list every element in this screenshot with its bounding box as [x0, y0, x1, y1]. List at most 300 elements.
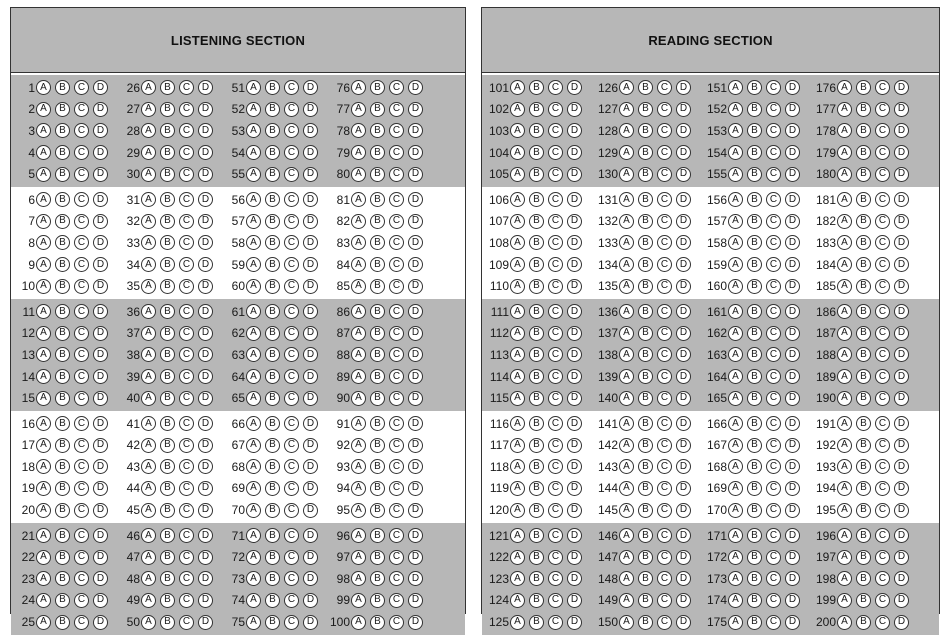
answer-bubble-a[interactable]: A — [510, 80, 525, 95]
answer-bubble-d[interactable]: D — [93, 192, 108, 207]
answer-bubble-c[interactable]: C — [179, 571, 194, 586]
answer-bubble-b[interactable]: B — [529, 481, 544, 496]
answer-bubble-d[interactable]: D — [676, 615, 691, 630]
answer-bubble-c[interactable]: C — [875, 102, 890, 117]
answer-bubble-b[interactable]: B — [55, 167, 70, 182]
answer-bubble-c[interactable]: C — [179, 214, 194, 229]
answer-bubble-b[interactable]: B — [638, 550, 653, 565]
answer-bubble-d[interactable]: D — [785, 192, 800, 207]
answer-bubble-a[interactable]: A — [728, 123, 743, 138]
answer-bubble-b[interactable]: B — [529, 304, 544, 319]
answer-bubble-d[interactable]: D — [676, 416, 691, 431]
answer-bubble-d[interactable]: D — [676, 167, 691, 182]
answer-bubble-a[interactable]: A — [837, 347, 852, 362]
answer-bubble-c[interactable]: C — [766, 257, 781, 272]
answer-bubble-b[interactable]: B — [529, 145, 544, 160]
answer-bubble-b[interactable]: B — [55, 145, 70, 160]
answer-bubble-d[interactable]: D — [894, 550, 909, 565]
answer-bubble-d[interactable]: D — [198, 102, 213, 117]
answer-bubble-d[interactable]: D — [198, 257, 213, 272]
answer-bubble-d[interactable]: D — [567, 347, 582, 362]
answer-bubble-d[interactable]: D — [676, 528, 691, 543]
answer-bubble-a[interactable]: A — [510, 326, 525, 341]
answer-bubble-a[interactable]: A — [36, 304, 51, 319]
answer-bubble-a[interactable]: A — [351, 503, 366, 518]
answer-bubble-a[interactable]: A — [246, 528, 261, 543]
answer-bubble-c[interactable]: C — [766, 279, 781, 294]
answer-bubble-d[interactable]: D — [785, 550, 800, 565]
answer-bubble-c[interactable]: C — [179, 347, 194, 362]
answer-bubble-d[interactable]: D — [567, 369, 582, 384]
answer-bubble-a[interactable]: A — [619, 503, 634, 518]
answer-bubble-d[interactable]: D — [303, 347, 318, 362]
answer-bubble-d[interactable]: D — [785, 326, 800, 341]
answer-bubble-d[interactable]: D — [785, 214, 800, 229]
answer-bubble-a[interactable]: A — [728, 391, 743, 406]
answer-bubble-d[interactable]: D — [408, 369, 423, 384]
answer-bubble-c[interactable]: C — [389, 593, 404, 608]
answer-bubble-b[interactable]: B — [160, 571, 175, 586]
answer-bubble-b[interactable]: B — [856, 615, 871, 630]
answer-bubble-c[interactable]: C — [766, 102, 781, 117]
answer-bubble-c[interactable]: C — [766, 391, 781, 406]
answer-bubble-b[interactable]: B — [638, 369, 653, 384]
answer-bubble-a[interactable]: A — [141, 528, 156, 543]
answer-bubble-b[interactable]: B — [160, 369, 175, 384]
answer-bubble-c[interactable]: C — [657, 369, 672, 384]
answer-bubble-d[interactable]: D — [93, 80, 108, 95]
answer-bubble-c[interactable]: C — [548, 459, 563, 474]
answer-bubble-d[interactable]: D — [408, 438, 423, 453]
answer-bubble-c[interactable]: C — [74, 550, 89, 565]
answer-bubble-b[interactable]: B — [55, 481, 70, 496]
answer-bubble-a[interactable]: A — [619, 391, 634, 406]
answer-bubble-b[interactable]: B — [370, 257, 385, 272]
answer-bubble-c[interactable]: C — [548, 347, 563, 362]
answer-bubble-a[interactable]: A — [619, 593, 634, 608]
answer-bubble-c[interactable]: C — [875, 145, 890, 160]
answer-bubble-a[interactable]: A — [728, 503, 743, 518]
answer-bubble-d[interactable]: D — [408, 528, 423, 543]
answer-bubble-a[interactable]: A — [728, 214, 743, 229]
answer-bubble-d[interactable]: D — [894, 416, 909, 431]
answer-bubble-b[interactable]: B — [55, 528, 70, 543]
answer-bubble-c[interactable]: C — [179, 102, 194, 117]
answer-bubble-a[interactable]: A — [141, 123, 156, 138]
answer-bubble-b[interactable]: B — [55, 369, 70, 384]
answer-bubble-d[interactable]: D — [93, 326, 108, 341]
answer-bubble-c[interactable]: C — [657, 102, 672, 117]
answer-bubble-b[interactable]: B — [638, 593, 653, 608]
answer-bubble-c[interactable]: C — [74, 304, 89, 319]
answer-bubble-c[interactable]: C — [657, 80, 672, 95]
answer-bubble-a[interactable]: A — [36, 347, 51, 362]
answer-bubble-a[interactable]: A — [246, 167, 261, 182]
answer-bubble-d[interactable]: D — [303, 550, 318, 565]
answer-bubble-d[interactable]: D — [93, 167, 108, 182]
answer-bubble-c[interactable]: C — [766, 593, 781, 608]
answer-bubble-a[interactable]: A — [619, 102, 634, 117]
answer-bubble-c[interactable]: C — [74, 503, 89, 518]
answer-bubble-d[interactable]: D — [894, 279, 909, 294]
answer-bubble-a[interactable]: A — [36, 145, 51, 160]
answer-bubble-d[interactable]: D — [676, 214, 691, 229]
answer-bubble-c[interactable]: C — [284, 279, 299, 294]
answer-bubble-d[interactable]: D — [785, 571, 800, 586]
answer-bubble-c[interactable]: C — [657, 279, 672, 294]
answer-bubble-d[interactable]: D — [408, 192, 423, 207]
answer-bubble-c[interactable]: C — [389, 102, 404, 117]
answer-bubble-d[interactable]: D — [676, 80, 691, 95]
answer-bubble-d[interactable]: D — [676, 102, 691, 117]
answer-bubble-b[interactable]: B — [747, 571, 762, 586]
answer-bubble-b[interactable]: B — [638, 326, 653, 341]
answer-bubble-d[interactable]: D — [785, 459, 800, 474]
answer-bubble-b[interactable]: B — [55, 192, 70, 207]
answer-bubble-a[interactable]: A — [36, 528, 51, 543]
answer-bubble-d[interactable]: D — [785, 528, 800, 543]
answer-bubble-a[interactable]: A — [246, 192, 261, 207]
answer-bubble-c[interactable]: C — [875, 279, 890, 294]
answer-bubble-d[interactable]: D — [408, 167, 423, 182]
answer-bubble-b[interactable]: B — [265, 123, 280, 138]
answer-bubble-a[interactable]: A — [728, 615, 743, 630]
answer-bubble-a[interactable]: A — [837, 528, 852, 543]
answer-bubble-a[interactable]: A — [36, 257, 51, 272]
answer-bubble-a[interactable]: A — [36, 459, 51, 474]
answer-bubble-a[interactable]: A — [837, 102, 852, 117]
answer-bubble-b[interactable]: B — [55, 257, 70, 272]
answer-bubble-c[interactable]: C — [389, 459, 404, 474]
answer-bubble-c[interactable]: C — [548, 123, 563, 138]
answer-bubble-d[interactable]: D — [93, 214, 108, 229]
answer-bubble-b[interactable]: B — [370, 528, 385, 543]
answer-bubble-d[interactable]: D — [567, 192, 582, 207]
answer-bubble-b[interactable]: B — [856, 192, 871, 207]
answer-bubble-a[interactable]: A — [619, 235, 634, 250]
answer-bubble-a[interactable]: A — [246, 123, 261, 138]
answer-bubble-a[interactable]: A — [351, 571, 366, 586]
answer-bubble-a[interactable]: A — [837, 214, 852, 229]
answer-bubble-c[interactable]: C — [179, 459, 194, 474]
answer-bubble-b[interactable]: B — [638, 257, 653, 272]
answer-bubble-a[interactable]: A — [141, 615, 156, 630]
answer-bubble-c[interactable]: C — [766, 304, 781, 319]
answer-bubble-c[interactable]: C — [284, 123, 299, 138]
answer-bubble-a[interactable]: A — [619, 123, 634, 138]
answer-bubble-c[interactable]: C — [74, 80, 89, 95]
answer-bubble-a[interactable]: A — [837, 192, 852, 207]
answer-bubble-b[interactable]: B — [638, 235, 653, 250]
answer-bubble-d[interactable]: D — [198, 503, 213, 518]
answer-bubble-c[interactable]: C — [179, 326, 194, 341]
answer-bubble-d[interactable]: D — [93, 593, 108, 608]
answer-bubble-b[interactable]: B — [856, 391, 871, 406]
answer-bubble-d[interactable]: D — [785, 145, 800, 160]
answer-bubble-c[interactable]: C — [284, 416, 299, 431]
answer-bubble-c[interactable]: C — [389, 235, 404, 250]
answer-bubble-d[interactable]: D — [567, 571, 582, 586]
answer-bubble-a[interactable]: A — [619, 438, 634, 453]
answer-bubble-c[interactable]: C — [74, 214, 89, 229]
answer-bubble-a[interactable]: A — [351, 102, 366, 117]
answer-bubble-c[interactable]: C — [657, 145, 672, 160]
answer-bubble-a[interactable]: A — [837, 123, 852, 138]
answer-bubble-d[interactable]: D — [408, 391, 423, 406]
answer-bubble-c[interactable]: C — [875, 481, 890, 496]
answer-bubble-c[interactable]: C — [284, 593, 299, 608]
answer-bubble-b[interactable]: B — [370, 593, 385, 608]
answer-bubble-d[interactable]: D — [567, 279, 582, 294]
answer-bubble-d[interactable]: D — [676, 145, 691, 160]
answer-bubble-b[interactable]: B — [638, 214, 653, 229]
answer-bubble-a[interactable]: A — [351, 123, 366, 138]
answer-bubble-a[interactable]: A — [619, 257, 634, 272]
answer-bubble-b[interactable]: B — [160, 481, 175, 496]
answer-bubble-b[interactable]: B — [55, 102, 70, 117]
answer-bubble-a[interactable]: A — [837, 235, 852, 250]
answer-bubble-a[interactable]: A — [619, 369, 634, 384]
answer-bubble-c[interactable]: C — [766, 503, 781, 518]
answer-bubble-b[interactable]: B — [529, 80, 544, 95]
answer-bubble-a[interactable]: A — [246, 503, 261, 518]
answer-bubble-d[interactable]: D — [303, 391, 318, 406]
answer-bubble-b[interactable]: B — [529, 615, 544, 630]
answer-bubble-d[interactable]: D — [198, 235, 213, 250]
answer-bubble-d[interactable]: D — [303, 416, 318, 431]
answer-bubble-d[interactable]: D — [303, 123, 318, 138]
answer-bubble-c[interactable]: C — [284, 214, 299, 229]
answer-bubble-c[interactable]: C — [657, 123, 672, 138]
answer-bubble-b[interactable]: B — [638, 304, 653, 319]
answer-bubble-a[interactable]: A — [728, 102, 743, 117]
answer-bubble-b[interactable]: B — [747, 279, 762, 294]
answer-bubble-b[interactable]: B — [856, 571, 871, 586]
answer-bubble-a[interactable]: A — [246, 391, 261, 406]
answer-bubble-a[interactable]: A — [141, 347, 156, 362]
answer-bubble-a[interactable]: A — [510, 102, 525, 117]
answer-bubble-b[interactable]: B — [856, 123, 871, 138]
answer-bubble-a[interactable]: A — [141, 80, 156, 95]
answer-bubble-d[interactable]: D — [567, 123, 582, 138]
answer-bubble-b[interactable]: B — [160, 123, 175, 138]
answer-bubble-d[interactable]: D — [303, 369, 318, 384]
answer-bubble-a[interactable]: A — [619, 192, 634, 207]
answer-bubble-c[interactable]: C — [179, 304, 194, 319]
answer-bubble-d[interactable]: D — [676, 503, 691, 518]
answer-bubble-a[interactable]: A — [728, 593, 743, 608]
answer-bubble-c[interactable]: C — [389, 192, 404, 207]
answer-bubble-d[interactable]: D — [93, 503, 108, 518]
answer-bubble-c[interactable]: C — [875, 459, 890, 474]
answer-bubble-b[interactable]: B — [370, 304, 385, 319]
answer-bubble-b[interactable]: B — [55, 503, 70, 518]
answer-bubble-d[interactable]: D — [303, 145, 318, 160]
answer-bubble-c[interactable]: C — [766, 528, 781, 543]
answer-bubble-a[interactable]: A — [36, 235, 51, 250]
answer-bubble-d[interactable]: D — [303, 167, 318, 182]
answer-bubble-a[interactable]: A — [619, 459, 634, 474]
answer-bubble-a[interactable]: A — [351, 326, 366, 341]
answer-bubble-d[interactable]: D — [567, 145, 582, 160]
answer-bubble-a[interactable]: A — [246, 369, 261, 384]
answer-bubble-b[interactable]: B — [370, 369, 385, 384]
answer-bubble-d[interactable]: D — [567, 326, 582, 341]
answer-bubble-b[interactable]: B — [55, 235, 70, 250]
answer-bubble-b[interactable]: B — [529, 214, 544, 229]
answer-bubble-d[interactable]: D — [894, 214, 909, 229]
answer-bubble-a[interactable]: A — [837, 257, 852, 272]
answer-bubble-b[interactable]: B — [529, 326, 544, 341]
answer-bubble-b[interactable]: B — [747, 615, 762, 630]
answer-bubble-b[interactable]: B — [638, 528, 653, 543]
answer-bubble-a[interactable]: A — [837, 279, 852, 294]
answer-bubble-c[interactable]: C — [766, 347, 781, 362]
answer-bubble-b[interactable]: B — [160, 192, 175, 207]
answer-bubble-c[interactable]: C — [179, 593, 194, 608]
answer-bubble-c[interactable]: C — [74, 167, 89, 182]
answer-bubble-c[interactable]: C — [284, 571, 299, 586]
answer-bubble-b[interactable]: B — [265, 481, 280, 496]
answer-bubble-d[interactable]: D — [408, 615, 423, 630]
answer-bubble-b[interactable]: B — [265, 304, 280, 319]
answer-bubble-d[interactable]: D — [93, 459, 108, 474]
answer-bubble-d[interactable]: D — [93, 391, 108, 406]
answer-bubble-c[interactable]: C — [548, 369, 563, 384]
answer-bubble-b[interactable]: B — [856, 304, 871, 319]
answer-bubble-d[interactable]: D — [93, 481, 108, 496]
answer-bubble-b[interactable]: B — [638, 503, 653, 518]
answer-bubble-b[interactable]: B — [370, 503, 385, 518]
answer-bubble-a[interactable]: A — [728, 326, 743, 341]
answer-bubble-d[interactable]: D — [198, 304, 213, 319]
answer-bubble-c[interactable]: C — [284, 167, 299, 182]
answer-bubble-d[interactable]: D — [894, 615, 909, 630]
answer-bubble-d[interactable]: D — [303, 438, 318, 453]
answer-bubble-b[interactable]: B — [265, 80, 280, 95]
answer-bubble-d[interactable]: D — [894, 80, 909, 95]
answer-bubble-d[interactable]: D — [198, 615, 213, 630]
answer-bubble-c[interactable]: C — [875, 615, 890, 630]
answer-bubble-d[interactable]: D — [785, 80, 800, 95]
answer-bubble-b[interactable]: B — [265, 347, 280, 362]
answer-bubble-d[interactable]: D — [676, 438, 691, 453]
answer-bubble-c[interactable]: C — [389, 304, 404, 319]
answer-bubble-d[interactable]: D — [303, 593, 318, 608]
answer-bubble-c[interactable]: C — [74, 438, 89, 453]
answer-bubble-d[interactable]: D — [785, 438, 800, 453]
answer-bubble-b[interactable]: B — [55, 571, 70, 586]
answer-bubble-c[interactable]: C — [548, 481, 563, 496]
answer-bubble-b[interactable]: B — [529, 167, 544, 182]
answer-bubble-b[interactable]: B — [529, 528, 544, 543]
answer-bubble-c[interactable]: C — [284, 528, 299, 543]
answer-bubble-c[interactable]: C — [548, 167, 563, 182]
answer-bubble-d[interactable]: D — [303, 326, 318, 341]
answer-bubble-c[interactable]: C — [284, 192, 299, 207]
answer-bubble-d[interactable]: D — [408, 102, 423, 117]
answer-bubble-a[interactable]: A — [246, 279, 261, 294]
answer-bubble-a[interactable]: A — [351, 550, 366, 565]
answer-bubble-b[interactable]: B — [160, 347, 175, 362]
answer-bubble-d[interactable]: D — [303, 279, 318, 294]
answer-bubble-b[interactable]: B — [265, 571, 280, 586]
answer-bubble-a[interactable]: A — [141, 438, 156, 453]
answer-bubble-a[interactable]: A — [246, 438, 261, 453]
answer-bubble-b[interactable]: B — [160, 459, 175, 474]
answer-bubble-c[interactable]: C — [875, 438, 890, 453]
answer-bubble-b[interactable]: B — [747, 304, 762, 319]
answer-bubble-b[interactable]: B — [747, 257, 762, 272]
answer-bubble-d[interactable]: D — [93, 235, 108, 250]
answer-bubble-b[interactable]: B — [856, 145, 871, 160]
answer-bubble-d[interactable]: D — [93, 304, 108, 319]
answer-bubble-d[interactable]: D — [894, 369, 909, 384]
answer-bubble-a[interactable]: A — [246, 550, 261, 565]
answer-bubble-a[interactable]: A — [246, 214, 261, 229]
answer-bubble-b[interactable]: B — [856, 438, 871, 453]
answer-bubble-d[interactable]: D — [785, 123, 800, 138]
answer-bubble-d[interactable]: D — [894, 391, 909, 406]
answer-bubble-a[interactable]: A — [619, 550, 634, 565]
answer-bubble-d[interactable]: D — [198, 459, 213, 474]
answer-bubble-b[interactable]: B — [638, 192, 653, 207]
answer-bubble-c[interactable]: C — [548, 528, 563, 543]
answer-bubble-a[interactable]: A — [510, 615, 525, 630]
answer-bubble-a[interactable]: A — [141, 257, 156, 272]
answer-bubble-b[interactable]: B — [529, 279, 544, 294]
answer-bubble-b[interactable]: B — [55, 438, 70, 453]
answer-bubble-c[interactable]: C — [179, 481, 194, 496]
answer-bubble-c[interactable]: C — [74, 326, 89, 341]
answer-bubble-b[interactable]: B — [370, 615, 385, 630]
answer-bubble-c[interactable]: C — [179, 615, 194, 630]
answer-bubble-a[interactable]: A — [510, 528, 525, 543]
answer-bubble-b[interactable]: B — [529, 235, 544, 250]
answer-bubble-c[interactable]: C — [548, 438, 563, 453]
answer-bubble-d[interactable]: D — [785, 167, 800, 182]
answer-bubble-c[interactable]: C — [875, 391, 890, 406]
answer-bubble-a[interactable]: A — [619, 304, 634, 319]
answer-bubble-b[interactable]: B — [747, 391, 762, 406]
answer-bubble-d[interactable]: D — [408, 481, 423, 496]
answer-bubble-b[interactable]: B — [160, 80, 175, 95]
answer-bubble-a[interactable]: A — [141, 235, 156, 250]
answer-bubble-b[interactable]: B — [370, 192, 385, 207]
answer-bubble-c[interactable]: C — [875, 416, 890, 431]
answer-bubble-a[interactable]: A — [36, 391, 51, 406]
answer-bubble-d[interactable]: D — [303, 304, 318, 319]
answer-bubble-c[interactable]: C — [179, 123, 194, 138]
answer-bubble-c[interactable]: C — [179, 279, 194, 294]
answer-bubble-d[interactable]: D — [408, 326, 423, 341]
answer-bubble-d[interactable]: D — [676, 550, 691, 565]
answer-bubble-a[interactable]: A — [141, 304, 156, 319]
answer-bubble-a[interactable]: A — [837, 571, 852, 586]
answer-bubble-c[interactable]: C — [74, 192, 89, 207]
answer-bubble-b[interactable]: B — [856, 459, 871, 474]
answer-bubble-b[interactable]: B — [55, 214, 70, 229]
answer-bubble-c[interactable]: C — [284, 257, 299, 272]
answer-bubble-d[interactable]: D — [567, 438, 582, 453]
answer-bubble-c[interactable]: C — [657, 550, 672, 565]
answer-bubble-d[interactable]: D — [785, 347, 800, 362]
answer-bubble-b[interactable]: B — [856, 347, 871, 362]
answer-bubble-a[interactable]: A — [837, 167, 852, 182]
answer-bubble-c[interactable]: C — [875, 503, 890, 518]
answer-bubble-b[interactable]: B — [370, 416, 385, 431]
answer-bubble-a[interactable]: A — [141, 167, 156, 182]
